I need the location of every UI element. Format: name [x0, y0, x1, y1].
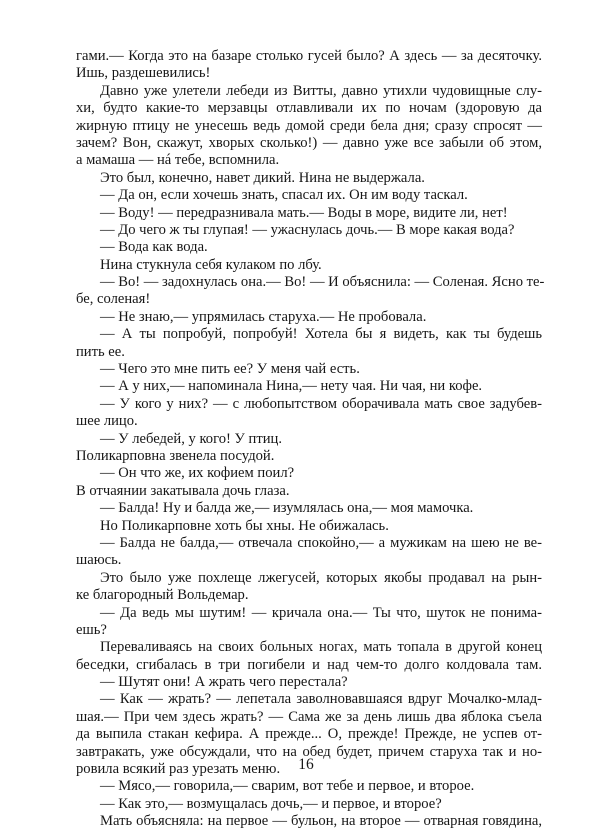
text-line: шаюсь. [76, 552, 122, 569]
text-line: — А у них,— напоминала Нина,— нету чая. Ни чая, ни кофе. [100, 378, 483, 395]
text-line: — Чего это мне пить ее? У меня чай есть. [100, 361, 360, 378]
text-line: хи, будто какие-то мерзавцы отлавливали их по ночам (здоровую да [76, 100, 542, 117]
text-line: Это было уже похлеще лжегусей, которых якобы продавал на рын- [100, 569, 542, 586]
text-line: жирную птицу не унесешь ведь домой среди бела дня; сразу спросят — [76, 117, 542, 134]
text-line: Нина стукнула себя кулаком по лбу. [100, 256, 322, 273]
text-line: Переваливаясь на своих больных ногах, мать топала в другой конец [100, 639, 542, 656]
text-line: Мать объясняла: на первое — бульон, на второе — отварная говядина, [100, 813, 542, 830]
text-line: шая.— При чем здесь жрать? — Сама же за день лишь два яблока съела [76, 708, 542, 725]
text-line: ешь? [76, 621, 107, 638]
text-line: Но Поликарповне хоть бы хны. Не обижалась. [100, 517, 389, 534]
text-line: — До чего ж ты глупая! — ужаснулась дочь.— В море какая вода? [100, 221, 515, 238]
text-line: пить ее. [76, 343, 125, 360]
text-line: зачем? Вон, скажут, хворых сколько!) — давно уже все забыли об этом, [76, 134, 542, 151]
text-line: завтракать, уже обсуждали, что на обед будет, причем старуха так и но- [76, 743, 542, 760]
text-line: Давно уже улетели лебеди из Витты, давно утихли чудовищные слу- [100, 82, 542, 99]
text-line: гами.— Когда это на базаре столько гусей было? А здесь — за десяточку. [76, 48, 542, 64]
text-line: В отчаянии закатывала дочь глаза. [76, 482, 290, 499]
text-line: — Во! — задохнулась она.— Во! — И объяснила: — Соленая. Ясно те- [100, 274, 545, 291]
text-line: — Да он, если хочешь знать, спасал их. Он им воду таскал. [100, 187, 468, 204]
text-line: а мамаша — нá тебе, вспомнила. [76, 152, 280, 169]
text-line: — Мясо,— говорила,— сварим, вот тебе и первое, и второе. [100, 778, 475, 795]
text-line: беседки, сгибалась в три погибели и над чем-то долго колдовала там. [76, 656, 542, 673]
page-number: 16 [298, 756, 314, 773]
text-line: — Балда! Ну и балда же,— изумлялась она,— моя мамочка. [100, 500, 474, 517]
text-line: шее лицо. [76, 413, 138, 430]
text-line: — Как — жрать? — лепетала заволновавшаяся вдруг Мочалко-млад- [100, 691, 542, 708]
text-line: — Да ведь мы шутим! — кричала она.— Ты что, шуток не понима- [100, 604, 542, 621]
text-line: — Не знаю,— упрямилась старуха.— Не пробовала. [100, 308, 427, 325]
text-line: Поликарповна звенела посудой. [76, 447, 275, 464]
text-line: — Вода как вода. [100, 239, 208, 256]
text-line: Это был, конечно, навет дикий. Нина не выдержала. [100, 169, 425, 186]
text-line: ровила всякий раз урезать меню. [76, 761, 281, 778]
text-line: — А ты попробуй, попробуй! Хотела бы я видеть, как ты будешь [100, 326, 542, 343]
text-line: — У кого у них? — с любопытством оборачивала мать свое задубев- [100, 395, 542, 412]
text-line: ке благородный Вольдемар. [76, 587, 249, 604]
text-line: — Воду! — передразнивала мать.— Воды в море, видите ли, нет! [100, 204, 508, 221]
text-line: Ишь, раздешевились! [76, 65, 211, 82]
text-line: — У лебедей, у кого! У птиц. [100, 430, 282, 447]
text-line: да выпила стакан кефира. А прежде... О, прежде! Прежде, не успев от- [76, 726, 542, 743]
body-text [76, 48, 545, 831]
text-line: — Шутят они! А жрать чего перестала? [100, 674, 348, 691]
text-line: бе, соленая! [76, 291, 151, 308]
text-line: — Он что же, их кофием поил? [100, 465, 295, 482]
text-line: — Балда не балда,— отвечала спокойно,— а мужикам на шею не ве- [100, 534, 542, 551]
text-line: — Как это,— возмущалась дочь,— и первое, и второе? [100, 795, 442, 812]
